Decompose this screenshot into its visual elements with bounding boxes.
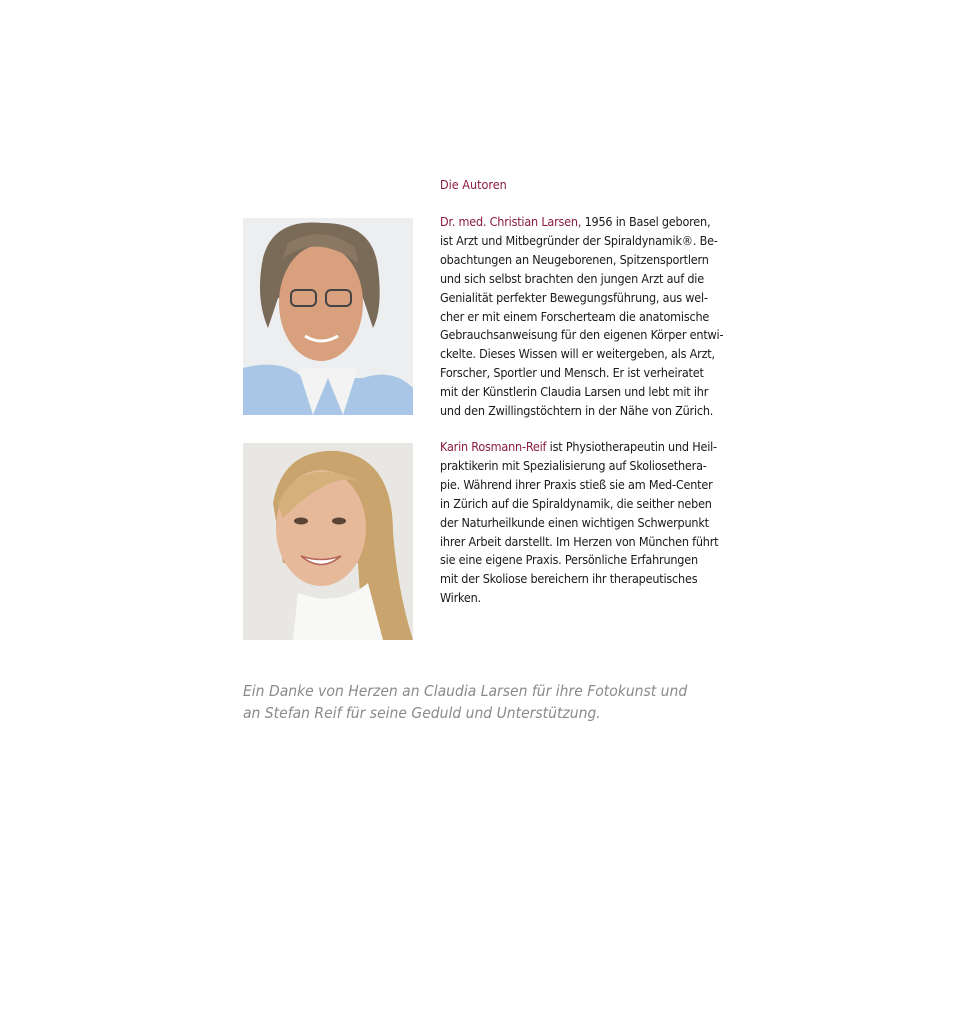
bio-christian-larsen: Dr. med. Christian Larsen, 1956 in Basel geboren, ist Arzt und Mitbegründer der Spiraldynamik®. Be- obachtungen an Neugeborenen, Spitzensportlern und sich selbst brachten den jungen Arzt auf die Genialität perfekter Bewegungsführung, aus wel- cher er mit einem Forscherteam die anatomische Gebrauchsanweisung für den eigenen Körper entwi- ckelte. Dieses Wissen will er weitergeben, als Arzt, Forscher, Sportler und Mensch. Er ist verheiratet mit der Künstlerin Claudia Larsen und lebt mit ihr und den Zwillingstöchtern in der Nähe von Zürich. [440, 214, 724, 419]
portrait-christian-larsen [243, 218, 413, 415]
acknowledgement: Ein Danke von Herzen an Claudia Larsen für ihre Fotokunst und an Stefan Reif für seine Geduld und Unterstützung. [243, 682, 688, 722]
author-name: Dr. med. Christian Larsen, [440, 214, 582, 229]
section-heading: Die Autoren [440, 177, 507, 192]
author-name: Karin Rosmann-Reif [440, 439, 547, 454]
bio-karin-rosmann-reif: Karin Rosmann-Reif ist Physiotherapeutin und Heil- praktikerin mit Spezialisierung auf Skoliosethera- pie. Während ihrer Praxis stieß sie am Med-Center in Zürich auf die Spiraldynamik, die seither neben der Naturheilkunde einen wichtigen Schwerpunkt ihrer Arbeit darstellt. Im Herzen von München führt sie eine eigene Praxis. Persönliche Erfahrungen mit der Skoliose bereichern ihr therapeutisches Wirken. [440, 439, 719, 606]
portrait-karin-rosmann-reif [243, 443, 413, 640]
